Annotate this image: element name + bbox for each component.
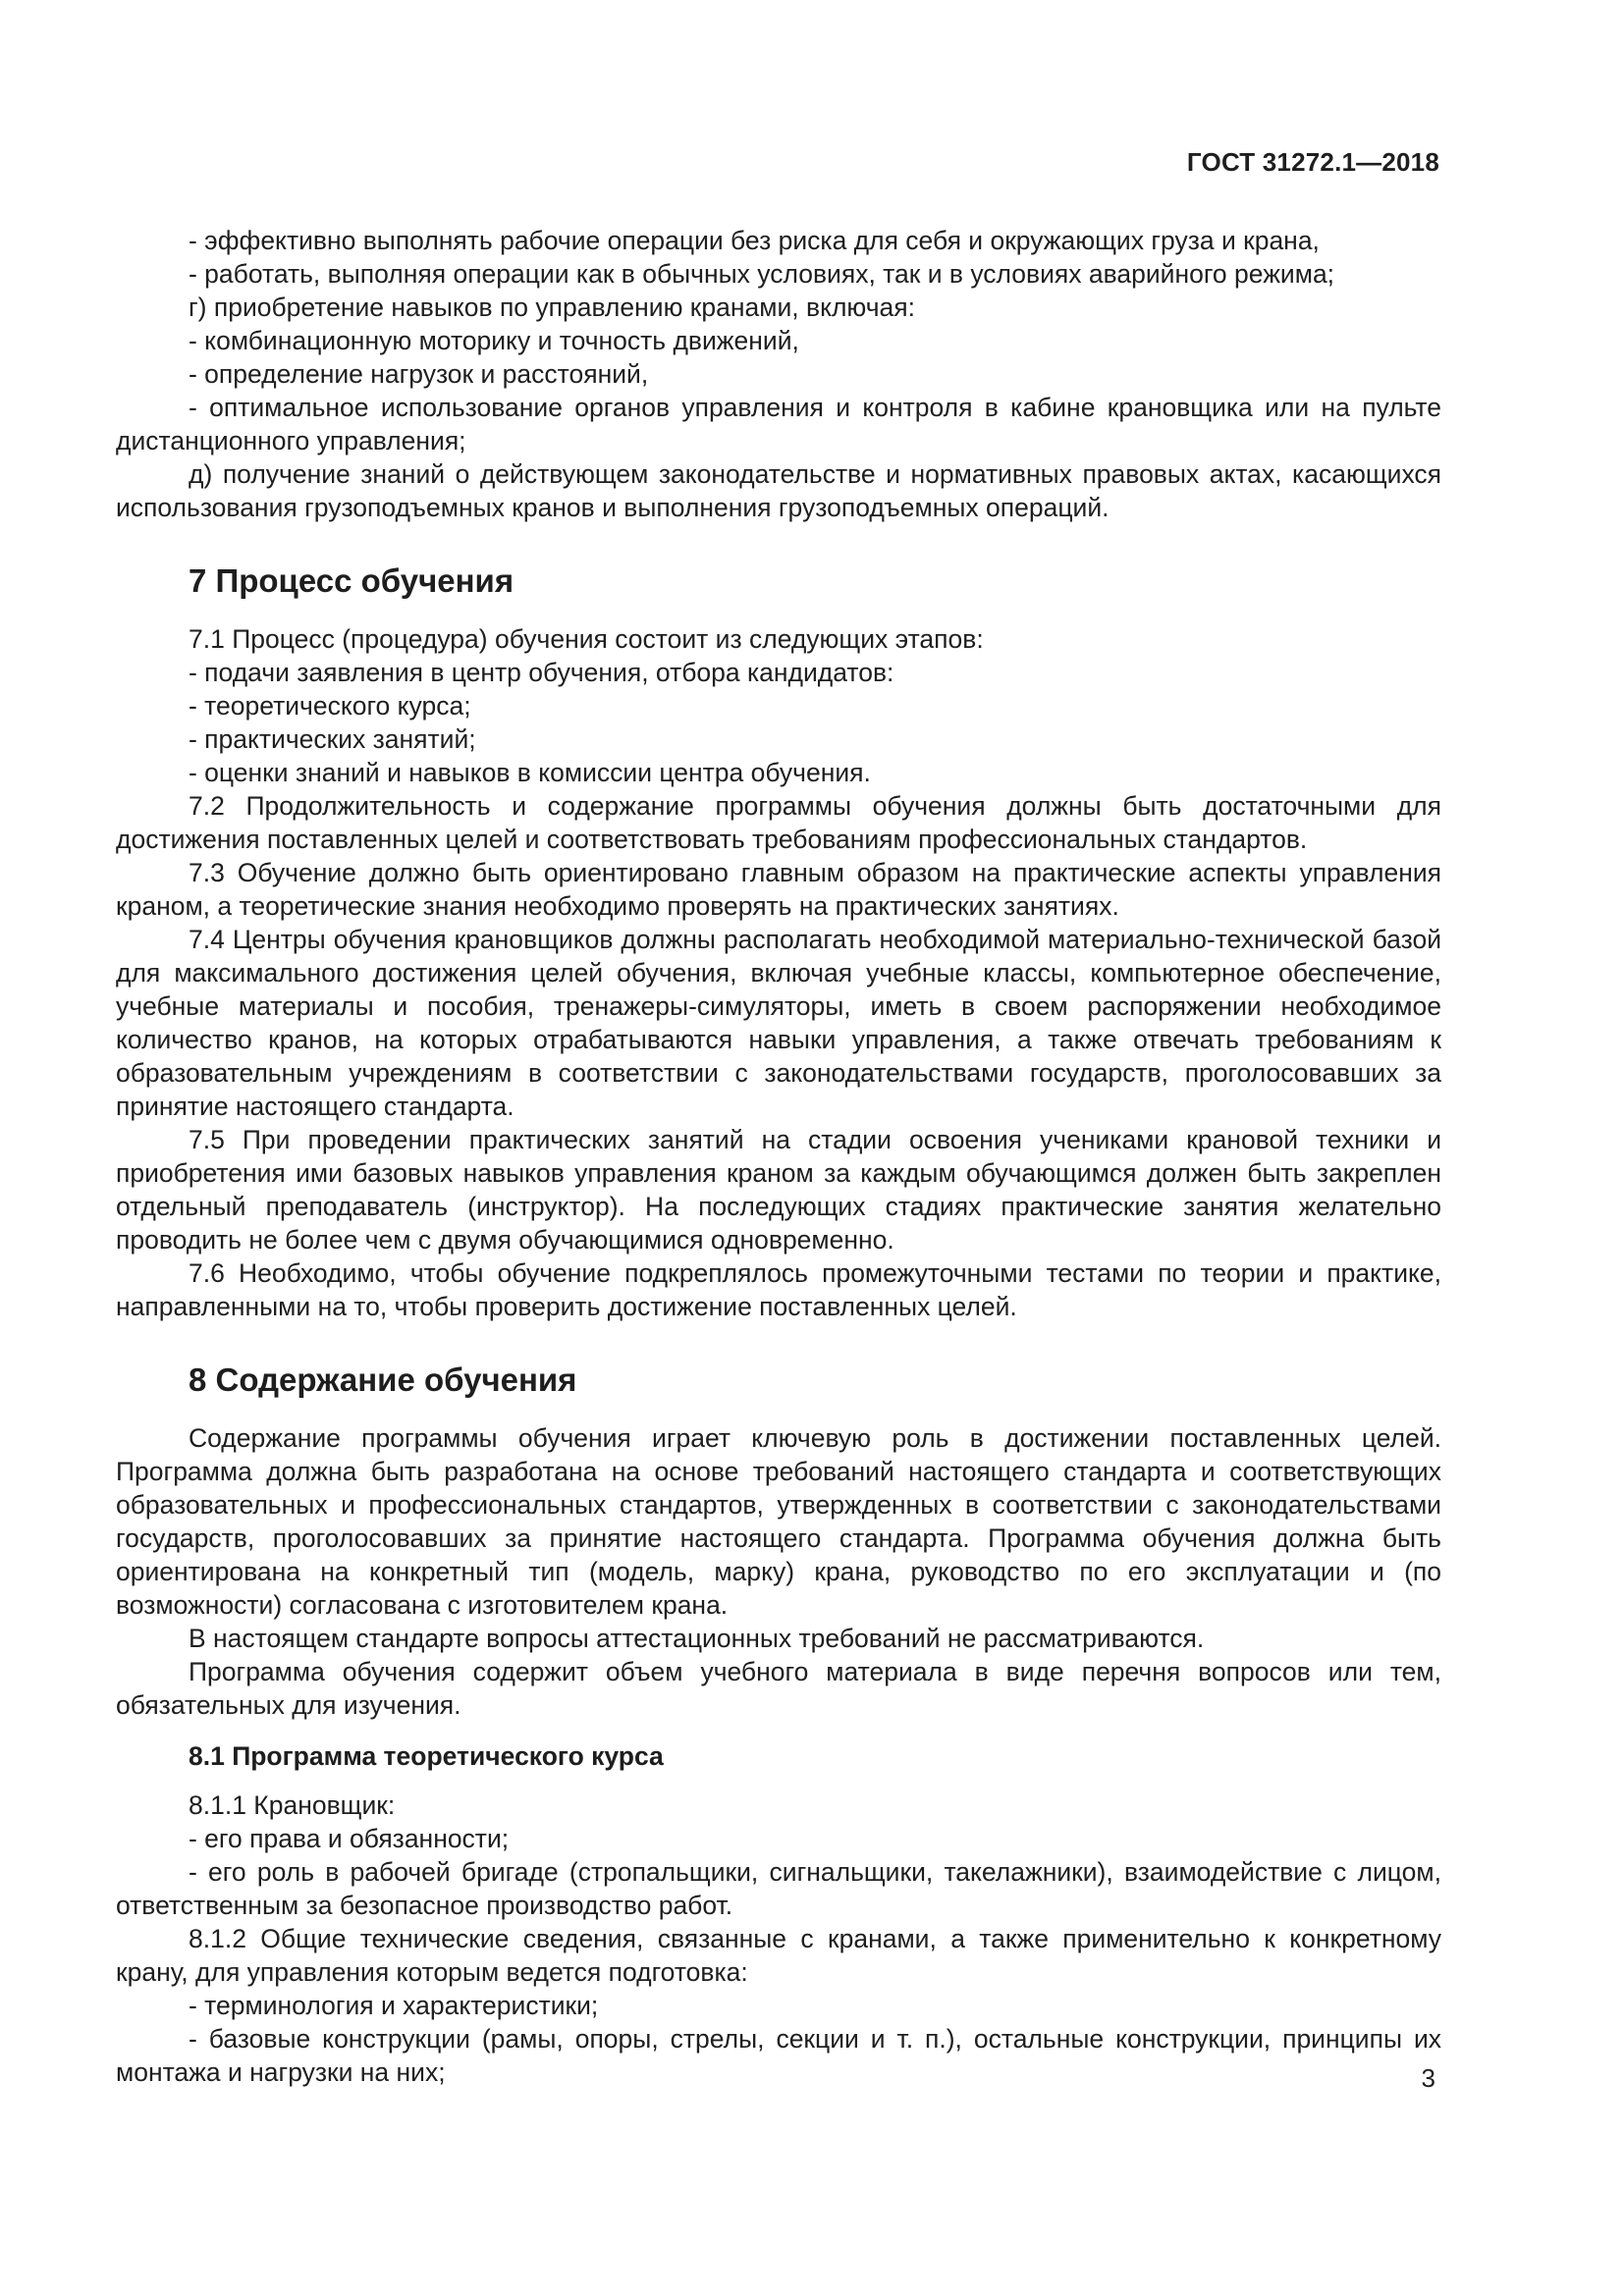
paragraph: Программа обучения содержит объем учебного материала в виде перечня вопросов или тем, обязательных для изучения. bbox=[116, 1657, 1441, 1720]
document-header: ГОСТ 31272.1—2018 bbox=[1186, 147, 1439, 177]
page-number: 3 bbox=[1421, 2063, 1435, 2093]
section-8-heading: 8 Содержание обучения bbox=[189, 1362, 577, 1398]
list-item: - его права и обязанности; bbox=[189, 1824, 510, 1853]
paragraph: 7.4 Центры обучения крановщиков должны располагать необходимой материально-технической базой для максимального достижения целей обучения, включая учебные классы, компьютерное обеспечение, учебные материалы и пособия, тренажеры-симуляторы, иметь в своем распоряжении необходимое количество кранов, на которых отрабатываются навыки управления, а также отвечать требованиям к образовательным учреждениям в соответствии с законодательствами государств, проголосовавших за принятие настоящего стандарта. bbox=[116, 925, 1441, 1121]
list-item: - оптимальное использование органов управления и контроля в кабине крановщика или на пульте дистанционного управления; bbox=[116, 393, 1441, 455]
list-item: - его роль в рабочей бригаде (стропальщики, сигнальщики, такелажники), взаимодействие с лицом, ответственным за безопасное производство работ. bbox=[116, 1857, 1441, 1920]
list-item: д) получение знаний о действующем законодательстве и нормативных правовых актах, касающихся использования грузоподъемных кранов и выполнения грузоподъемных операций. bbox=[116, 459, 1441, 522]
list-item: - работать, выполняя операции как в обычных условиях, так и в условиях аварийного режима; bbox=[189, 259, 1335, 289]
list-item: - теоретического курса; bbox=[189, 691, 471, 721]
section-7-heading: 7 Процесс обучения bbox=[189, 562, 514, 599]
document-body bbox=[116, 224, 1441, 2089]
paragraph: 7.6 Необходимо, чтобы обучение подкреплялось промежуточными тестами по теории и практике, направленными на то, чтобы проверить достижение поставленных целей. bbox=[116, 1258, 1441, 1321]
list-item: - определение нагрузок и расстояний, bbox=[189, 359, 649, 389]
paragraph: 8.1.2 Общие технические сведения, связанные с кранами, а также применительно к конкретному крану, для управления которым ведется подготовка: bbox=[116, 1924, 1441, 1987]
paragraph: В настоящем стандарте вопросы аттестационных требований не рассматриваются. bbox=[189, 1624, 1205, 1653]
paragraph: 7.5 При проведении практических занятий на стадии освоения учениками крановой техники и приобретения ими базовых навыков управления краном за каждым обучающимся должен быть закреплен отдельный преподаватель (инструктор). На последующих стадиях практические занятия желательно проводить не более чем с двумя обучающимися одновременно. bbox=[116, 1125, 1441, 1255]
list-item: г) приобретение навыков по управлению кранами, включая: bbox=[189, 293, 915, 322]
paragraph: 7.1 Процесс (процедура) обучения состоит из следующих этапов: bbox=[189, 624, 984, 654]
subsection-8-1-heading: 8.1 Программа теоретического курса bbox=[189, 1741, 664, 1771]
list-item: - базовые конструкции (рамы, опоры, стрелы, секции и т. п.), остальные конструкции, принципы их монтажа и нагрузки на них; bbox=[116, 2024, 1441, 2087]
list-item: - практических занятий; bbox=[189, 724, 476, 754]
paragraph: 7.2 Продолжительность и содержание программы обучения должны быть достаточными для достижения поставленных целей и соответствовать требованиям профессиональных стандартов. bbox=[116, 791, 1441, 854]
paragraph: Содержание программы обучения играет ключевую роль в достижении поставленных целей. Программа должна быть разработана на основе требований настоящего стандарта и соответствующих образовательных и профессиональных стандартов, утвержденных в соответствии с законодательствами государств, проголосовавших за принятие настоящего стандарта. Программа обучения должна быть ориентирована на конкретный тип (модель, марку) крана, руководство по его эксплуатации и (по возможности) согласована с изготовителем крана. bbox=[116, 1423, 1441, 1620]
paragraph: 7.3 Обучение должно быть ориентировано главным образом на практические аспекты управления краном, а теоретические знания необходимо проверять на практических занятиях. bbox=[116, 858, 1441, 921]
list-item: - подачи заявления в центр обучения, отбора кандидатов: bbox=[189, 658, 894, 687]
paragraph: 8.1.1 Крановщик: bbox=[189, 1790, 396, 1820]
list-item: - эффективно выполнять рабочие операции без риска для себя и окружающих груза и крана, bbox=[189, 226, 1320, 255]
list-item: - терминология и характеристики; bbox=[189, 1991, 599, 2020]
list-item: - оценки знаний и навыков в комиссии центра обучения. bbox=[189, 758, 871, 787]
list-item: - комбинационную моторику и точность движений, bbox=[189, 326, 799, 355]
